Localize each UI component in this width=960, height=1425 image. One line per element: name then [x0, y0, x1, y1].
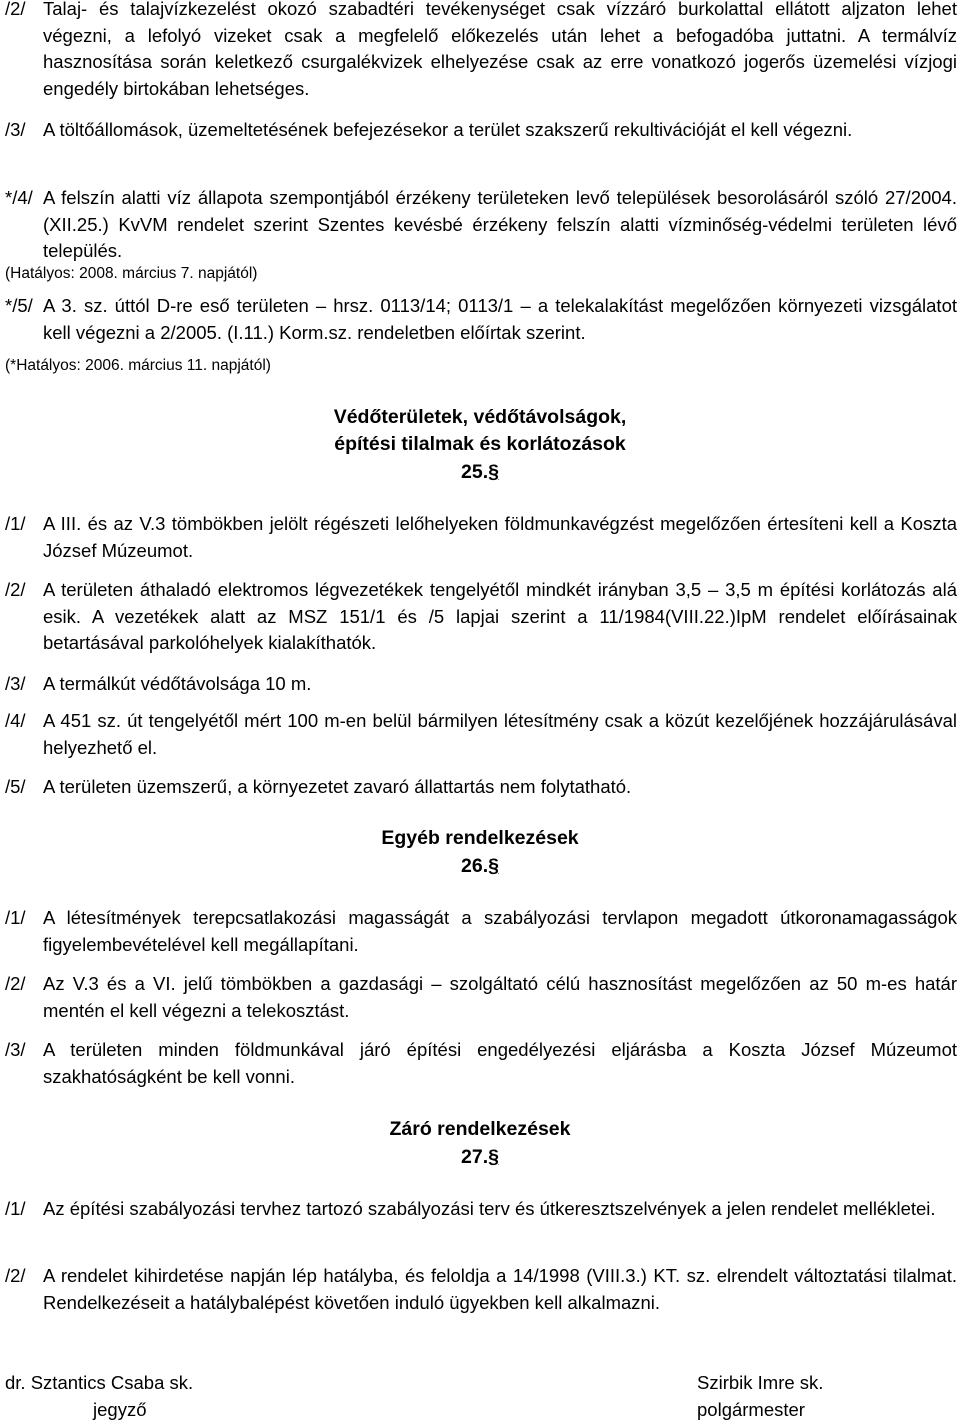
section-symbol: §	[488, 855, 499, 877]
paragraph-text: A termálkút védőtávolsága 10 m.	[43, 673, 312, 694]
section-25-title-line1: Védőterületek, védőtávolságok,	[333, 406, 627, 428]
section-25-number: 25.§	[461, 461, 499, 483]
effective-date-note: (*Hatályos: 2006. március 11. napjától)	[5, 357, 271, 374]
paragraph-text: Az V.3 és a VI. jelű tömbökben a gazdasági – szolgáltató célú hasznosítást megelőzően az 50 m-es határ mentén el kell végezni a telekosztást.	[43, 973, 957, 1021]
signature-left-title: jegyző	[93, 1399, 147, 1420]
paragraph-3-environment	[5, 117, 957, 144]
section-25-paragraph-3	[5, 671, 957, 698]
paragraph-number: /3/	[5, 119, 26, 140]
paragraph-text: A 3. sz. úttól D-re eső területen – hrsz. 0113/14; 0113/1 – a telekalakítást megelőzően környezeti vizsgálatot kell végezni a 2/2005. (I.11.) Korm.sz. rendeletben előírtak szerint.	[43, 295, 957, 343]
section-25-title-line2: építési tilalmak és korlátozások	[334, 433, 626, 455]
section-26-title: Egyéb rendelkezések	[381, 827, 579, 849]
section-25-paragraph-1	[5, 511, 957, 564]
paragraph-number: /3/	[5, 673, 26, 694]
paragraph-text: A rendelet kihirdetése napján lép hatályba, és feloldja a 14/1998 (VIII.3.) KT. sz. elrendelt változtatási tilalmat. Rendelkezéseit a hatálybalépést követően induló ügyekben kell alkalmazni.	[43, 1265, 957, 1313]
paragraph-text: A területen minden földmunkával járó építési engedélyezési eljárásba a Koszta József Múzeumot szakhatóságként be kell vonni.	[43, 1039, 957, 1087]
paragraph-text: A felszín alatti víz állapota szempontjából érzékeny területeken levő települések besorolásáról szóló 27/2004. (XII.25.) KvVM rendelet szerint Szentes kevésbé érzékeny felszín alatti vízminőség-védelmi területen lévő település.	[43, 187, 957, 261]
section-27-number: 27.§	[461, 1146, 499, 1168]
section-26-paragraph-3	[5, 1037, 957, 1090]
section-25-paragraph-5	[5, 774, 957, 801]
section-symbol: §	[488, 461, 499, 483]
paragraph-4-environment	[5, 185, 957, 265]
paragraph-number: /2/	[5, 1265, 26, 1286]
paragraph-text: A III. és az V.3 tömbökben jelölt régészeti lelőhelyeken földmunkavégzést megelőzően értesíteni kell a Koszta József Múzeumot.	[43, 513, 957, 561]
paragraph-text: A területen áthaladó elektromos légvezetékek tengelyétől mindkét irányban 3,5 – 3,5 m építési korlátozás alá esik. A vezetékek alatt az MSZ 151/1 és /5 lapjai szerint a 11/1984(VIII.22.)IpM rendelet előírásainak betartásával parkolóhelyek kialakíthatók.	[43, 579, 957, 653]
section-25-paragraph-4	[5, 708, 957, 761]
paragraph-number: */5/	[5, 295, 33, 316]
paragraph-text: A töltőállomások, üzemeltetésének befejezésekor a terület szakszerű rekultivációját el kell végezni.	[43, 119, 853, 140]
paragraph-number: /1/	[5, 907, 26, 928]
paragraph-number: /5/	[5, 776, 26, 797]
section-symbol: §	[488, 1146, 499, 1168]
paragraph-number: /2/	[5, 0, 26, 19]
paragraph-number: /1/	[5, 1198, 26, 1219]
section-27-title: Záró rendelkezések	[389, 1118, 571, 1140]
section-27-paragraph-2	[5, 1263, 957, 1316]
paragraph-text: A területen üzemszerű, a környezetet zavaró állattartás nem folytatható.	[43, 776, 632, 797]
paragraph-text: A 451 sz. út tengelyétől mért 100 m-en belül bármilyen létesítmény csak a közút kezelőjének hozzájárulásával helyezhető el.	[43, 710, 957, 758]
section-26-number: 26.§	[461, 855, 499, 877]
section-26-paragraph-2	[5, 971, 957, 1024]
paragraph-number: */4/	[5, 187, 33, 208]
section-25-paragraph-2	[5, 577, 957, 657]
signature-right-name: Szirbik Imre sk.	[697, 1372, 824, 1393]
paragraph-5-environment	[5, 293, 957, 346]
effective-date-note: (Hatályos: 2008. március 7. napjától)	[5, 265, 258, 282]
section-27-paragraph-1	[5, 1196, 957, 1223]
paragraph-text: Talaj- és talajvízkezelést okozó szabadtéri tevékenységet csak vízzáró burkolattal ellátott aljzaton lehet végezni, a lefolyó vizeket csak a megfelelő előkezelés után lehet a befogadóba juttatni. A termálvíz hasznosítása során keletkező csurgalékvizek elhelyezése csak az erre vonatkozó jogerős üzemelési vízjogi engedély birtokában lehetséges.	[43, 0, 957, 99]
paragraph-text: A létesítmények terepcsatlakozási magasságát a szabályozási tervlapon megadott útkoronamagasságok figyelembevételével kell megállapítani.	[43, 907, 957, 955]
paragraph-2-environment	[5, 0, 957, 102]
paragraph-text: Az építési szabályozási tervhez tartozó szabályozási terv és útkeresztszelvények a jelen rendelet mellékletei.	[43, 1198, 936, 1219]
paragraph-number: /1/	[5, 513, 26, 534]
paragraph-number: /2/	[5, 973, 26, 994]
signature-left-name: dr. Sztantics Csaba sk.	[5, 1372, 194, 1393]
paragraph-number: /4/	[5, 710, 26, 731]
section-26-paragraph-1	[5, 905, 957, 958]
signature-right-title: polgármester	[697, 1399, 805, 1420]
paragraph-number: /3/	[5, 1039, 26, 1060]
paragraph-number: /2/	[5, 579, 26, 600]
